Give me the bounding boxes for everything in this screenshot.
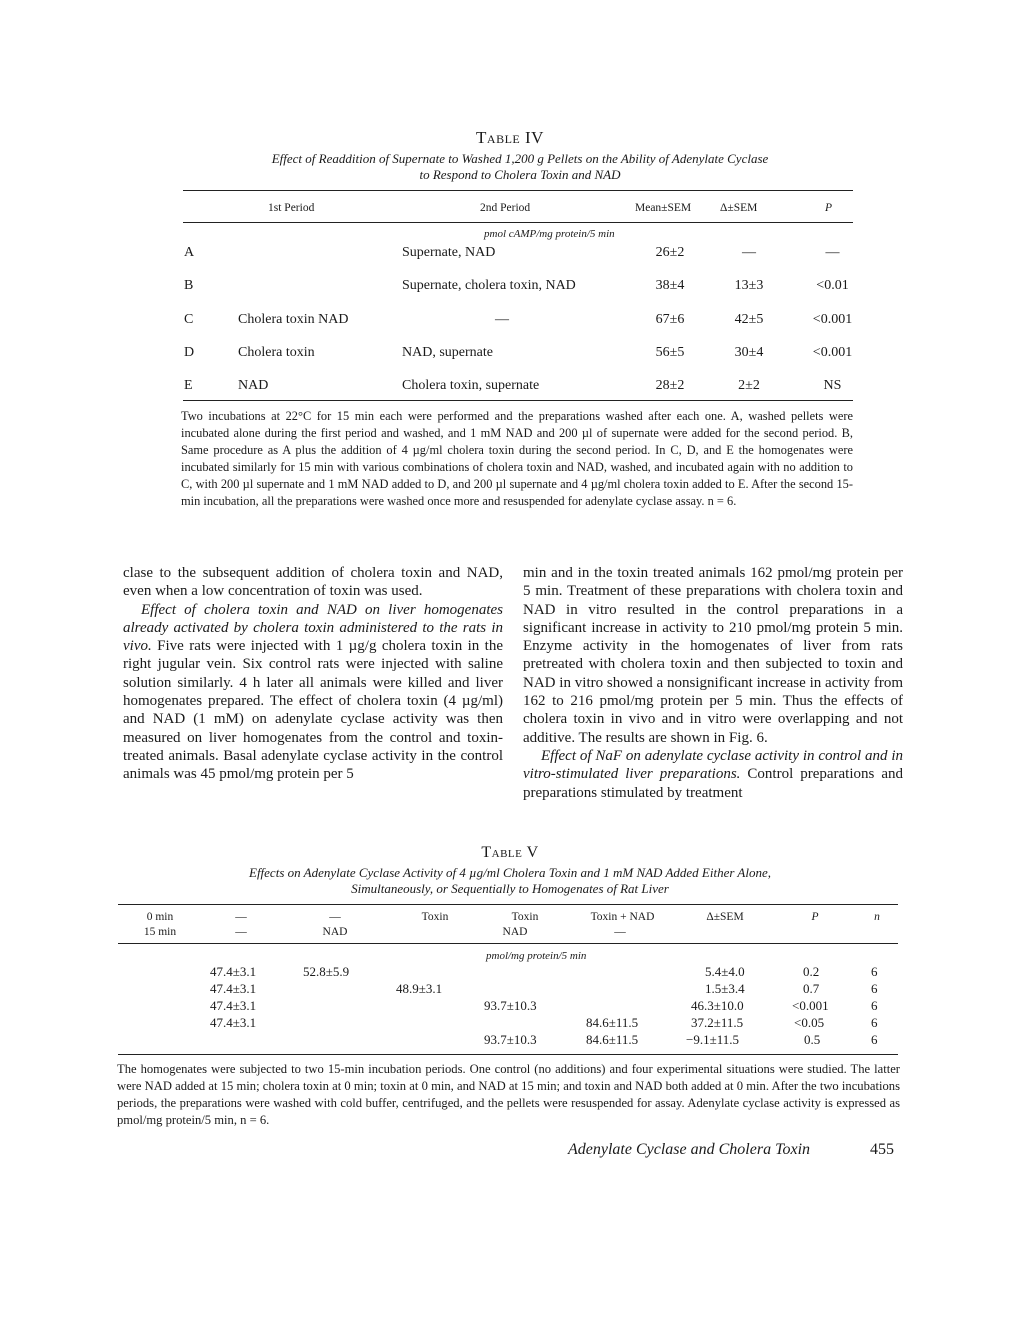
table5-footnote: The homogenates were subjected to two 15-min incubation periods. One control (no additions) and four experimental situations were studied. The latter were NAD added at 15 min; cholera toxin at 0 min; toxin at 0 min, and NAD at 15 min; and toxin and NAD both added at 0 min. After the two incubations periods, the preparations were washed with cold buffer, centrifuged, and the pellets were resuspended for assay. Adenylate cyclase activity is expressed as pmol/mg protein/5 min, n = 6. [117, 1062, 900, 1127]
table4-delta: 13±3 [734, 278, 764, 293]
table5-col1: 47.4±3.1 [210, 981, 257, 996]
body-paragraph [123, 601, 503, 784]
table5-header-col4-bottom: NAD [502, 926, 528, 938]
table4-second-period: Supernate, NAD [402, 245, 496, 260]
body-paragraph [523, 747, 903, 802]
table5-col5: 84.6±11.5 [586, 1032, 639, 1047]
table4-caption-line1: Effect of Readdition of Supernate to Washed 1,200 g Pellets on the Ability of Adenylate Cyclase [271, 151, 769, 166]
table5-header-col5-top: Toxin + NAD [590, 911, 655, 923]
table4-p: NS [823, 378, 842, 393]
table5-n: 6 [871, 1015, 878, 1030]
table5-delta: 1.5±3.4 [705, 981, 745, 996]
table4-row-label: C [184, 312, 194, 327]
table4-second-period: — [495, 312, 509, 327]
table4-delta: 42±5 [734, 312, 764, 327]
table4-mean: 38±4 [655, 278, 685, 293]
table5-col5: 84.6±11.5 [586, 1015, 639, 1030]
table5-rowlabel-15min: 15 min [143, 926, 177, 938]
table4-row-label: E [184, 378, 193, 393]
table5-p: 0.5 [804, 1032, 821, 1047]
table4-mean: 67±6 [655, 312, 685, 327]
table4-header-1st-period: 1st Period [268, 202, 315, 214]
table4-first-period: Cholera toxin NAD [238, 312, 349, 327]
table4-p: <0.01 [816, 278, 849, 293]
table5-header-col4-top: Toxin [511, 911, 539, 923]
table4-header-delta: Δ±SEM [720, 202, 758, 214]
table5-units: pmol/mg protein/5 min [486, 950, 587, 962]
table5-col4: 93.7±10.3 [484, 998, 537, 1013]
table4-row-label: D [184, 345, 195, 360]
table4-first-period: NAD [238, 378, 269, 393]
table4-units: pmol cAMP/mg protein/5 min [484, 228, 615, 240]
table4-header-2nd-period: 2nd Period [480, 202, 531, 214]
table5-title: Table V [481, 844, 539, 861]
table4-caption [200, 151, 840, 183]
table5-header-col2-bottom: NAD [322, 926, 348, 938]
table5-caption [190, 865, 830, 897]
table4-top-rule [183, 190, 853, 191]
table5-header-col3-top: Toxin [421, 911, 449, 923]
table4-mean: 28±2 [655, 378, 685, 393]
table5-header-p: P [811, 911, 819, 923]
table4-header-rule [183, 222, 853, 223]
table5-col1: 47.4±3.1 [210, 964, 257, 979]
table5-col4: 93.7±10.3 [484, 1032, 537, 1047]
section-heading: Effect of cholera toxin and NAD on liver homogenates already activated by cholera toxin administered to the rats in vivo. [123, 601, 503, 655]
table5-delta: 46.3±10.0 [691, 998, 744, 1013]
table5-col2: 52.8±5.9 [303, 964, 350, 979]
body-right-column [523, 564, 903, 802]
table5-header-col1-top: — [235, 911, 247, 923]
table5-col1: 47.4±3.1 [210, 998, 257, 1013]
table5-header-rule [118, 943, 898, 944]
table5-n: 6 [871, 1032, 878, 1047]
table4-delta: — [742, 245, 756, 260]
table4-header-p: P [825, 202, 833, 214]
table5-p: 0.2 [803, 964, 820, 979]
table4-delta: 2±2 [738, 378, 760, 393]
table5-bottom-rule [118, 1054, 898, 1055]
table5-delta: 37.2±11.5 [691, 1015, 744, 1030]
running-title: Adenylate Cyclase and Cholera Toxin [568, 1141, 811, 1158]
table4-p: — [825, 245, 840, 260]
table4-title: Table IV [476, 128, 544, 147]
paragraph-text: Five rats were injected with 1 µg/g cholera toxin in the right jugular vein. Six control rats were injected with saline solution similarly. 4 h later all animals were killed and liver homogenates prepared. The effect of cholera toxin (4 µg/ml) and NAD (1 mM) on adenylate cyclase activity was then measured on liver homogenates from the control and toxin-treated animals. Basal adenylate cyclase activity in the control animals was 45 pmol/mg protein per 5 [123, 638, 503, 783]
table4-second-period: Supernate, cholera toxin, NAD [402, 278, 576, 293]
table4-second-period: Cholera toxin, supernate [402, 378, 540, 393]
table4-second-period: NAD, supernate [402, 345, 493, 360]
table5-caption-line1: Effects on Adenylate Cyclase Activity of 4 µg/ml Cholera Toxin and 1 mM NAD Added Either Alone, [249, 865, 771, 880]
table5-header-n: n [874, 911, 880, 923]
body-left-column [123, 564, 503, 784]
table4-p: <0.001 [812, 345, 853, 360]
table4-delta: 30±4 [734, 345, 764, 360]
table5-header-col1-bottom: — [235, 926, 247, 938]
table4-first-period: Cholera toxin [238, 345, 315, 360]
table5-delta: 5.4±4.0 [705, 964, 745, 979]
table5-header-col5-bottom: — [614, 926, 626, 938]
paragraph-text: Control preparations and preparations stimulated by treatment [523, 766, 903, 801]
table5-caption-line2: Simultaneously, or Sequentially to Homogenates of Rat Liver [351, 881, 669, 896]
table4-caption-line2: to Respond to Cholera Toxin and NAD [419, 167, 621, 182]
table4-mean: 26±2 [655, 245, 685, 260]
page-number: 455 [870, 1141, 894, 1158]
table5-delta: −9.1±11.5 [686, 1032, 739, 1047]
body-paragraph: clase to the subsequent addition of cholera toxin and NAD, even when a low concentration of toxin was used. [123, 565, 503, 600]
table5-col3: 48.9±3.1 [396, 981, 443, 996]
body-paragraph: min and in the toxin treated animals 162 pmol/mg protein per 5 min. Treatment of these preparations with cholera toxin and NAD in vitro resulted in the control preparations in a significant increase in activity to 210 pmol/mg protein 5 min. Enzyme activity in the homogenates of liver from rats pretreated with cholera toxin and then subjected to toxin and NAD in vitro showed a nonsignificant increase in activity from 162 to 216 pmol/mg protein per 5 min. Thus the effects of cholera toxin in vivo and in vitro were overlapping and not additive. The results are shown in Fig. 6. [523, 565, 903, 746]
table5-n: 6 [871, 964, 878, 979]
table4-p: <0.001 [812, 312, 853, 327]
table5-header-delta: Δ±SEM [706, 911, 744, 923]
table5-p: <0.05 [794, 1015, 825, 1030]
table5-n: 6 [871, 998, 878, 1013]
table5-p: 0.7 [803, 981, 820, 996]
table4-bottom-rule [183, 400, 853, 401]
table5-rowlabel-0min: 0 min [146, 911, 174, 923]
table4-row-label: B [184, 278, 194, 293]
table5-top-rule [118, 904, 898, 905]
table4-mean: 56±5 [655, 345, 685, 360]
section-heading: Effect of NaF on adenylate cyclase activity in control and in vitro-stimulated liver preparations. [523, 747, 903, 783]
table4-header-mean: Mean±SEM [635, 202, 692, 214]
table5-n: 6 [871, 981, 878, 996]
table5-p: <0.001 [792, 998, 829, 1013]
table5-header-col2-top: — [329, 911, 341, 923]
table4-footnote: Two incubations at 22°C for 15 min each were performed and the preparations washed after each one. A, washed pellets were incubated alone during the first period and washed, and 1 mM NAD and 200 µl of supernate were added for the second period. B, Same procedure as A plus the addition of 4 µg/ml cholera toxin during the second period. In C, D, and E the homogenates were incubated similarly for 15 min with various combinations of cholera toxin and NAD, washed, and incubated again with no addition to C, with 200 µl supernate and 1 mM NAD added to D, and 200 µl supernate and 4 µg/ml cholera toxin added to E. After the second 15-min incubation, all the preparations were washed once more and resuspended for adenylate cyclase assay. n = 6. [181, 409, 853, 508]
table5-col1: 47.4±3.1 [210, 1015, 257, 1030]
table4-row-label: A [184, 245, 195, 260]
